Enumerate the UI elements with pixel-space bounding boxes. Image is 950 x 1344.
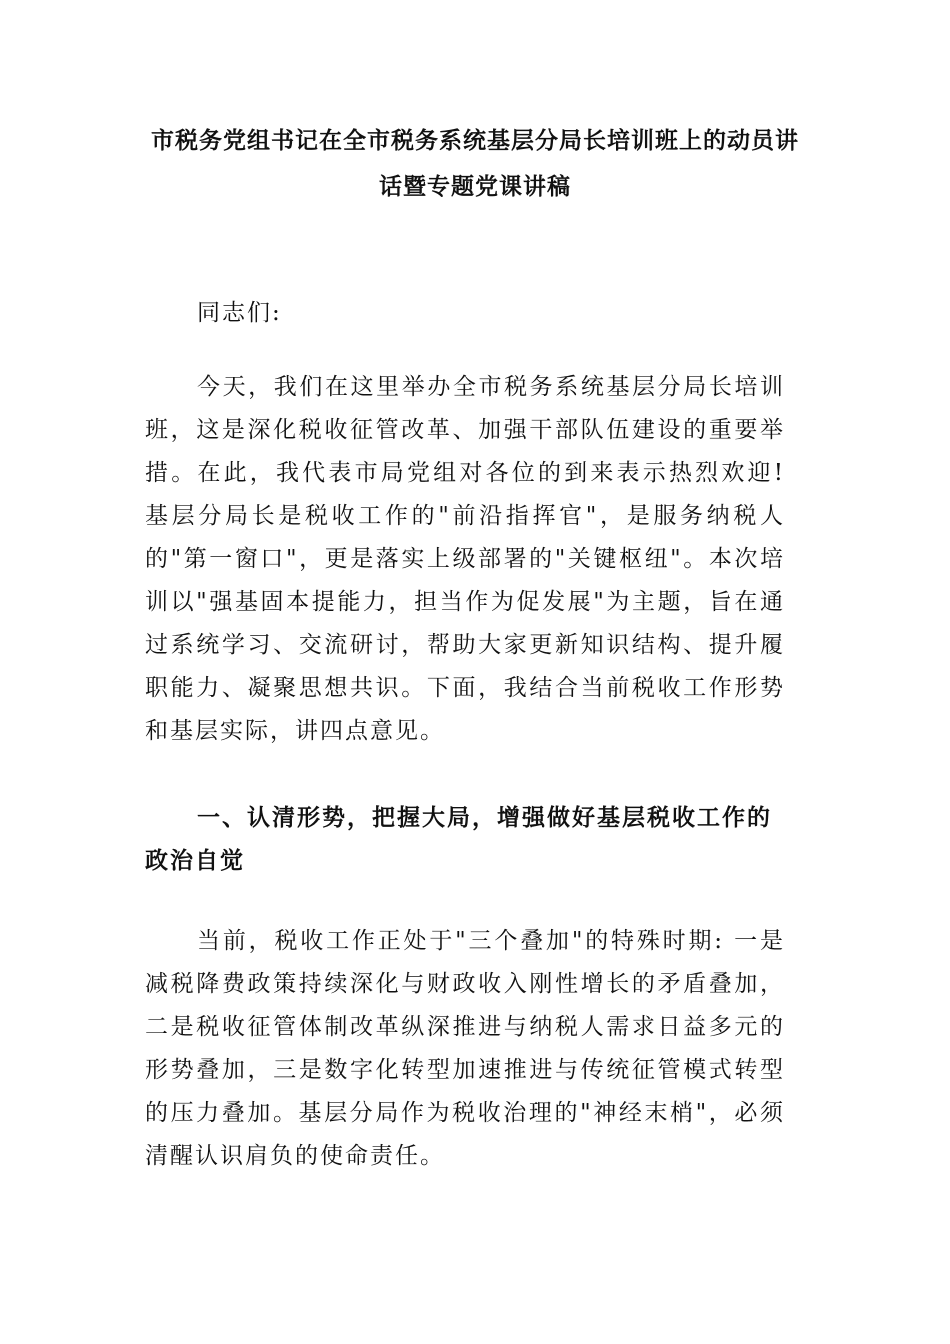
paragraph-intro: 今天，我们在这里举办全市税务系统基层分局长培训班，这是深化税收征管改革、加强干部队伍建设的重要举措。在此，我代表市局党组对各位的到来表示热烈欢迎! 基层分局长是税收工作的"前沿指挥官"，是服务纳税人的"第一窗口"，更是落实上级部署的"关键枢纽"。本次培训以"强基固本提能力，担当作为促发展"为主题，旨在通过系统学习、交流研讨，帮助大家更新知识结构、提升履职能力、凝聚思想共识。下面，我结合当前税收工作形势和基层实际，讲四点意见。 <box>145 374 785 744</box>
section-heading-1: 一、认清形势，把握大局，增强做好基层税收工作的政治自觉 <box>145 804 772 874</box>
greeting: 同志们: <box>197 300 282 326</box>
paragraph-situation: 当前，税收工作正处于"三个叠加"的特殊时期: 一是减税降费政策持续深化与财政收入刚性增长的矛盾叠加，二是税收征管体制改革纵深推进与纳税人需求日益多元的形势叠加，三是数字化转型加速推进与传统征管模式转型的压力叠加。基层分局作为税收治理的"神经末梢"，必须清醒认识肩负的使命责任。 <box>145 928 785 1169</box>
document-title: 市税务党组书记在全市税务系统基层分局长培训班上的动员讲话暨专题党课讲稿 <box>151 127 799 200</box>
